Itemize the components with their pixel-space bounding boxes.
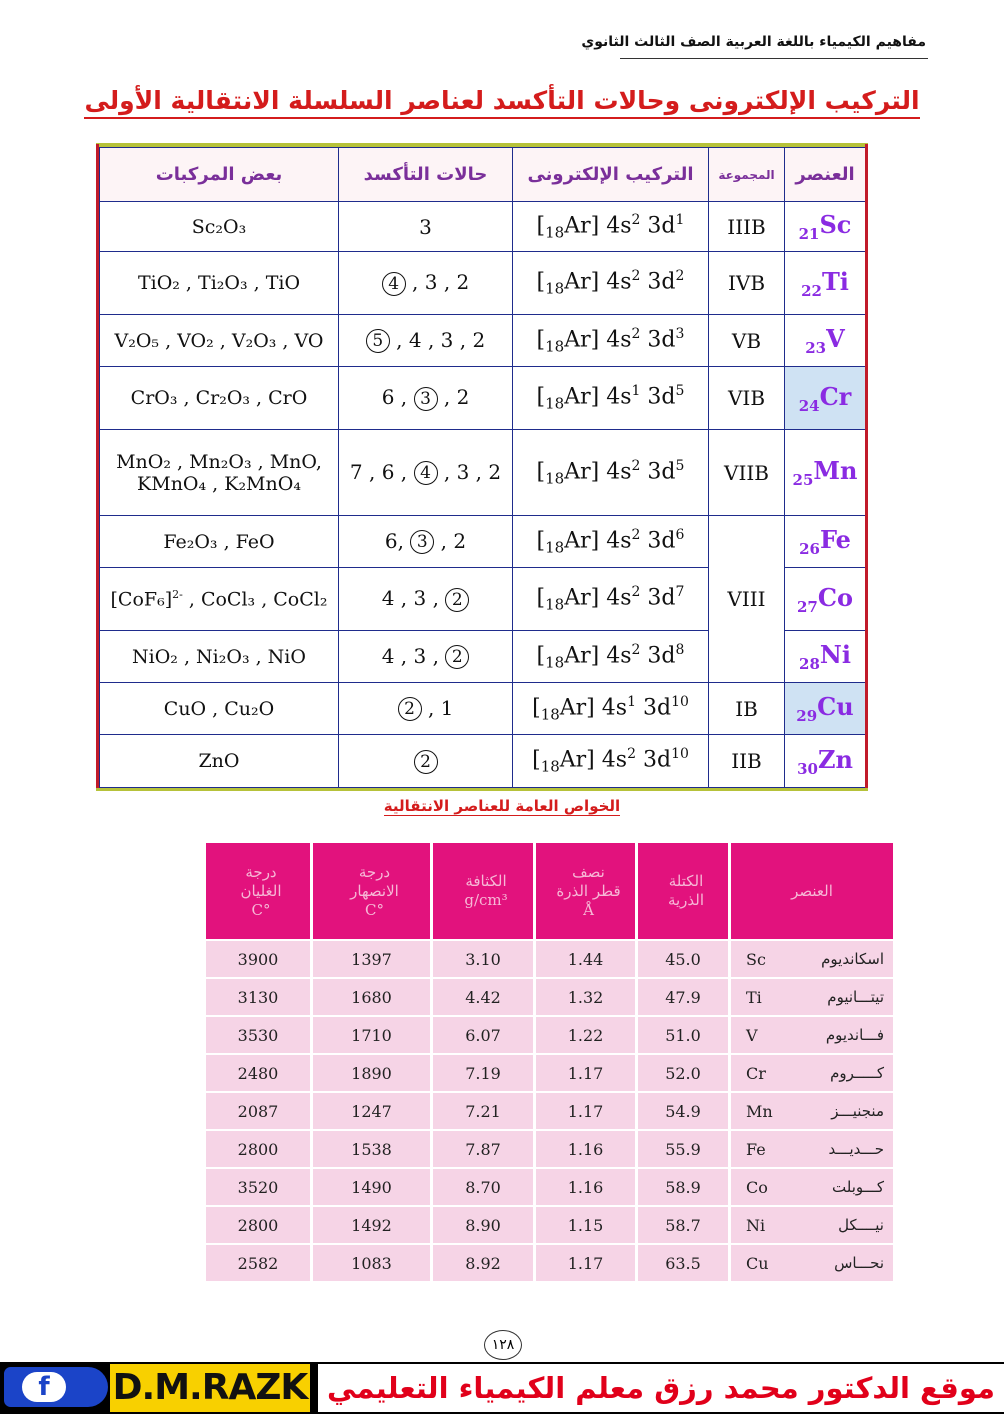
circled-state: 2 bbox=[445, 645, 469, 669]
element-symbol-cell: $_{28}$Ni bbox=[785, 631, 866, 683]
config-cell: $[_{18}Ar]$ $4s^1$ $3d^{10}$ bbox=[513, 683, 709, 735]
circled-state: 4 bbox=[414, 461, 438, 485]
header-melting: درجة الانصهار °C bbox=[313, 843, 433, 939]
header-element: العنصر bbox=[785, 148, 866, 202]
melting-point-cell: 1680 bbox=[313, 977, 433, 1015]
page-header: مفاهيم الكيمياء باللغة العربية الصف الثالث الثانوي bbox=[581, 34, 926, 50]
density-cell: 7.21 bbox=[433, 1091, 536, 1129]
density-cell: 4.42 bbox=[433, 977, 536, 1015]
element-symbol: Cu bbox=[746, 1253, 769, 1273]
config-cell: $[_{18}Ar]$ $4s^2$ $3d^{10}$ bbox=[513, 735, 709, 788]
brand-logo: D.M.RAZK bbox=[110, 1364, 310, 1412]
table2-row bbox=[206, 977, 893, 1015]
table1-row bbox=[100, 315, 866, 367]
group-cell: VB bbox=[709, 315, 785, 367]
element-symbol: Ni bbox=[746, 1215, 766, 1235]
density-cell: 7.87 bbox=[433, 1129, 536, 1167]
density-cell: 8.70 bbox=[433, 1167, 536, 1205]
header-radius: نصف قطر الذرة Å bbox=[536, 843, 638, 939]
header-config: التركيب الإلكترونى bbox=[513, 148, 709, 202]
element-arabic-name: اسكانديوم bbox=[821, 950, 884, 968]
compounds-cell: CuO , Cu₂O bbox=[100, 683, 339, 735]
section-subtitle-text: الخواص العامة للعناصر الانتقالية bbox=[383, 797, 621, 815]
melting-point-cell: 1490 bbox=[313, 1167, 433, 1205]
element-name-cell bbox=[731, 1091, 893, 1129]
compounds-cell: V₂O₅ , VO₂ , V₂O₃ , VO bbox=[100, 315, 339, 367]
element-symbol: Cr bbox=[746, 1063, 766, 1083]
config-cell: $[_{18}Ar]$ $4s^2$ $3d^6$ bbox=[513, 516, 709, 568]
radius-cell: 1.32 bbox=[536, 977, 638, 1015]
radius-cell: 1.17 bbox=[536, 1243, 638, 1281]
boiling-point-cell: 2800 bbox=[206, 1205, 313, 1243]
circled-state: 2 bbox=[445, 588, 469, 612]
melting-point-cell: 1890 bbox=[313, 1053, 433, 1091]
element-symbol: Mn bbox=[746, 1101, 773, 1121]
boiling-point-cell: 3530 bbox=[206, 1015, 313, 1053]
compounds-cell: TiO₂ , Ti₂O₃ , TiO bbox=[100, 252, 339, 315]
atomic-mass-cell: 54.9 bbox=[638, 1091, 731, 1129]
element-symbol-cell: $_{24}$Cr bbox=[785, 367, 866, 430]
density-cell: 7.19 bbox=[433, 1053, 536, 1091]
table1-row bbox=[100, 430, 866, 516]
group-cell: IVB bbox=[709, 252, 785, 315]
group-cell: IB bbox=[709, 683, 785, 735]
atomic-mass-cell: 45.0 bbox=[638, 939, 731, 977]
oxidation-cell: 4 , 3 , 2 bbox=[339, 631, 513, 683]
radius-cell: 1.17 bbox=[536, 1053, 638, 1091]
element-arabic-name: فـــانديوم bbox=[825, 1026, 884, 1044]
config-cell: $[_{18}Ar]$ $4s^2$ $3d^8$ bbox=[513, 631, 709, 683]
header-compounds: بعض المركبات bbox=[100, 148, 339, 202]
circled-state: 2 bbox=[398, 697, 422, 721]
electron-config-table bbox=[99, 147, 866, 788]
config-cell: $[_{18}Ar]$ $4s^1$ $3d^5$ bbox=[513, 367, 709, 430]
radius-cell: 1.16 bbox=[536, 1167, 638, 1205]
melting-point-cell: 1083 bbox=[313, 1243, 433, 1281]
table1-row bbox=[100, 516, 866, 568]
table2-header-row bbox=[206, 843, 893, 939]
circled-state: 5 bbox=[366, 329, 390, 353]
element-arabic-name: حـــديـــد bbox=[828, 1140, 884, 1158]
oxidation-cell: 7 , 6 , 4 , 3 , 2 bbox=[339, 430, 513, 516]
element-name-cell bbox=[731, 1053, 893, 1091]
oxidation-cell: 2 , 1 bbox=[339, 683, 513, 735]
atomic-mass-cell: 58.9 bbox=[638, 1167, 731, 1205]
oxidation-cell bbox=[339, 735, 513, 788]
header-oxidation: حالات التأكسد bbox=[339, 148, 513, 202]
table2-row bbox=[206, 1129, 893, 1167]
element-name-cell bbox=[731, 1243, 893, 1281]
group-cell: IIB bbox=[709, 735, 785, 788]
oxidation-cell: 6, 3 , 2 bbox=[339, 516, 513, 568]
element-symbol-cell: $_{22}$Ti bbox=[785, 252, 866, 315]
header-divider bbox=[620, 58, 928, 59]
element-name-cell bbox=[731, 1205, 893, 1243]
element-name-cell bbox=[731, 977, 893, 1015]
element-symbol-cell: $_{30}$Zn bbox=[785, 735, 866, 788]
table1-row bbox=[100, 367, 866, 430]
compounds-cell: Sc₂O₃ bbox=[100, 202, 339, 252]
config-cell: $[_{18}Ar]$ $4s^2$ $3d^1$ bbox=[513, 202, 709, 252]
boiling-point-cell: 3520 bbox=[206, 1167, 313, 1205]
element-arabic-name: كـــوبلت bbox=[832, 1178, 884, 1196]
element-arabic-name: نيــــكل bbox=[838, 1216, 884, 1234]
table2-row bbox=[206, 1167, 893, 1205]
boiling-point-cell: 3900 bbox=[206, 939, 313, 977]
element-symbol: V bbox=[746, 1025, 758, 1045]
element-arabic-name: تيتـــانيوم bbox=[827, 988, 884, 1006]
oxidation-cell: 6 , 3 , 2 bbox=[339, 367, 513, 430]
config-cell: $[_{18}Ar]$ $4s^2$ $3d^7$ bbox=[513, 568, 709, 631]
table1-right-border bbox=[865, 144, 868, 788]
element-symbol-cell: $_{23}$V bbox=[785, 315, 866, 367]
boiling-point-cell: 3130 bbox=[206, 977, 313, 1015]
boiling-point-cell: 2800 bbox=[206, 1129, 313, 1167]
atomic-mass-cell: 51.0 bbox=[638, 1015, 731, 1053]
density-cell: 3.10 bbox=[433, 939, 536, 977]
oxidation-cell: 4 , 3 , 2 bbox=[339, 568, 513, 631]
atomic-mass-cell: 58.7 bbox=[638, 1205, 731, 1243]
element-symbol-cell: $_{21}$Sc bbox=[785, 202, 866, 252]
element-symbol: Fe bbox=[746, 1139, 766, 1159]
config-cell: $[_{18}Ar]$ $4s^2$ $3d^5$ bbox=[513, 430, 709, 516]
compounds-cell: NiO₂ , Ni₂O₃ , NiO bbox=[100, 631, 339, 683]
element-arabic-name: نحـــاس bbox=[834, 1254, 884, 1272]
radius-cell: 1.44 bbox=[536, 939, 638, 977]
oxidation-cell: 5 , 4 , 3 , 2 bbox=[339, 315, 513, 367]
boiling-point-cell: 2087 bbox=[206, 1091, 313, 1129]
radius-cell: 1.15 bbox=[536, 1205, 638, 1243]
melting-point-cell: 1710 bbox=[313, 1015, 433, 1053]
element-name-cell bbox=[731, 1167, 893, 1205]
table2-row bbox=[206, 939, 893, 977]
element-name-cell bbox=[731, 939, 893, 977]
oxidation-cell: 3 bbox=[339, 202, 513, 252]
table1-header-row bbox=[100, 148, 866, 202]
table1-row bbox=[100, 683, 866, 735]
config-cell: $[_{18}Ar]$ $4s^2$ $3d^3$ bbox=[513, 315, 709, 367]
main-title-text: التركيب الإلكترونى وحالات التأكسد لعناصر السلسلة الانتقالية الأولى bbox=[84, 86, 919, 119]
header-boiling: درجة الغليان °C bbox=[206, 843, 313, 939]
element-name-cell bbox=[731, 1129, 893, 1167]
header-group: المجموعة bbox=[709, 148, 785, 202]
atomic-mass-cell: 55.9 bbox=[638, 1129, 731, 1167]
element-arabic-name: كـــــروم bbox=[830, 1064, 884, 1082]
melting-point-cell: 1492 bbox=[313, 1205, 433, 1243]
compounds-cell: $[CoF_6]^{2-}$ , CoCl₃ , CoCl₂ bbox=[100, 568, 339, 631]
page-number: ١٢٨ bbox=[484, 1330, 522, 1360]
density-cell: 6.07 bbox=[433, 1015, 536, 1053]
main-title bbox=[0, 86, 1004, 115]
compounds-cell: Fe₂O₃ , FeO bbox=[100, 516, 339, 568]
atomic-mass-cell: 63.5 bbox=[638, 1243, 731, 1281]
properties-table bbox=[206, 843, 893, 1281]
table2-row bbox=[206, 1015, 893, 1053]
compounds-cell: MnO₂ , Mn₂O₃ , MnO, KMnO₄ , K₂MnO₄ bbox=[100, 430, 339, 516]
radius-cell: 1.17 bbox=[536, 1091, 638, 1129]
boiling-point-cell: 2582 bbox=[206, 1243, 313, 1281]
table1-left-border bbox=[96, 144, 99, 788]
header-element-name: العنصر bbox=[731, 843, 893, 939]
table1-row bbox=[100, 252, 866, 315]
element-symbol: Ti bbox=[746, 987, 762, 1007]
compounds-cell: CrO₃ , Cr₂O₃ , CrO bbox=[100, 367, 339, 430]
element-symbol-cell: $_{26}$Fe bbox=[785, 516, 866, 568]
radius-cell: 1.22 bbox=[536, 1015, 638, 1053]
facebook-icon[interactable]: f bbox=[22, 1372, 66, 1402]
table2-row bbox=[206, 1091, 893, 1129]
compounds-cell: ZnO bbox=[100, 735, 339, 788]
atomic-mass-cell: 47.9 bbox=[638, 977, 731, 1015]
footer-site-text: موقع الدكتور محمد رزق معلم الكيمياء التعليمي bbox=[318, 1364, 1004, 1412]
element-symbol-cell: $_{29}$Cu bbox=[785, 683, 866, 735]
table1-row bbox=[100, 735, 866, 788]
element-symbol-cell: $_{27}$Co bbox=[785, 568, 866, 631]
density-cell: 8.92 bbox=[433, 1243, 536, 1281]
circled-state: 3 bbox=[410, 530, 434, 554]
circled-state: 2 bbox=[414, 750, 438, 774]
group-cell: IIIB bbox=[709, 202, 785, 252]
element-symbol: Co bbox=[746, 1177, 768, 1197]
header-density: الكثافة g/cm³ bbox=[433, 843, 536, 939]
melting-point-cell: 1397 bbox=[313, 939, 433, 977]
circled-state: 4 bbox=[382, 272, 406, 296]
group-cell: VIIB bbox=[709, 430, 785, 516]
boiling-point-cell: 2480 bbox=[206, 1053, 313, 1091]
header-atomic-mass: الكتلة الذرية bbox=[638, 843, 731, 939]
group-cell: VIB bbox=[709, 367, 785, 430]
table1-row bbox=[100, 202, 866, 252]
melting-point-cell: 1538 bbox=[313, 1129, 433, 1167]
table2-row bbox=[206, 1243, 893, 1281]
atomic-mass-cell: 52.0 bbox=[638, 1053, 731, 1091]
element-arabic-name: منجنيـــز bbox=[831, 1102, 884, 1120]
radius-cell: 1.16 bbox=[536, 1129, 638, 1167]
melting-point-cell: 1247 bbox=[313, 1091, 433, 1129]
circled-state: 3 bbox=[414, 387, 438, 411]
table2-row bbox=[206, 1205, 893, 1243]
section-subtitle bbox=[0, 796, 1004, 815]
table2-row bbox=[206, 1053, 893, 1091]
oxidation-cell: 4 , 3 , 2 bbox=[339, 252, 513, 315]
group-cell: VIII bbox=[709, 516, 785, 683]
element-name-cell bbox=[731, 1015, 893, 1053]
density-cell: 8.90 bbox=[433, 1205, 536, 1243]
element-symbol-cell: $_{25}$Mn bbox=[785, 430, 866, 516]
config-cell: $[_{18}Ar]$ $4s^2$ $3d^2$ bbox=[513, 252, 709, 315]
element-symbol: Sc bbox=[746, 949, 766, 969]
